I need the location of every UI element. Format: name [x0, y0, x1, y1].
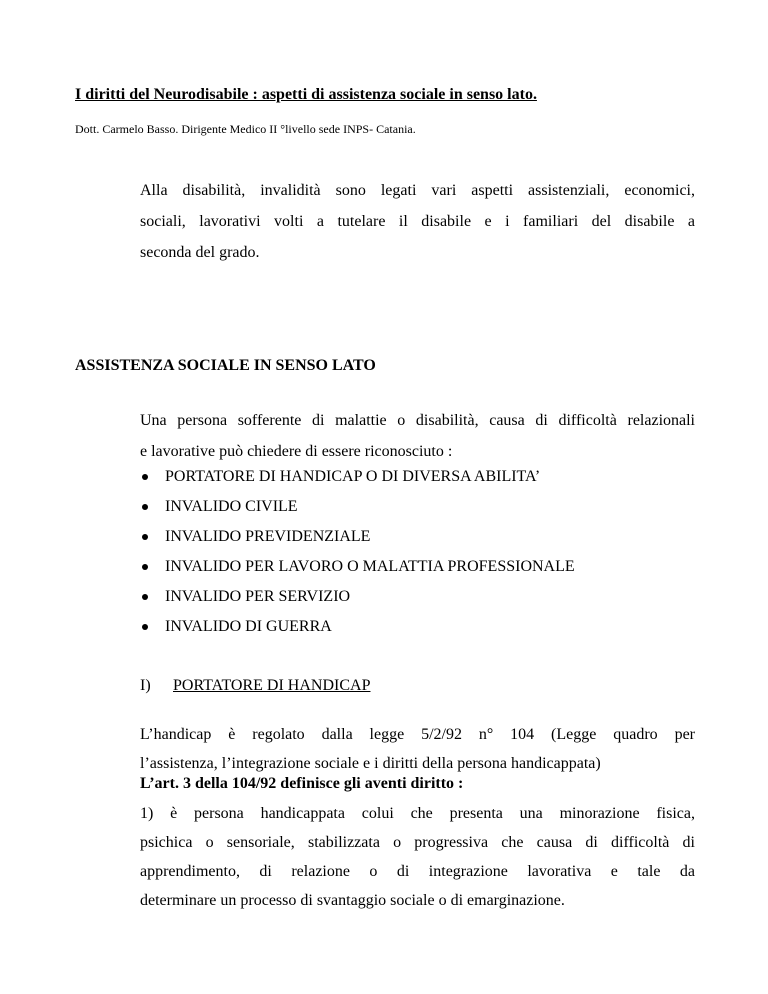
subsection-label: PORTATORE DI HANDICAP [173, 677, 371, 694]
article-heading: L’art. 3 della 104/92 definisce gli aventi diritto : [140, 775, 464, 792]
subsection-number: I) [140, 677, 151, 694]
bullet-icon [142, 594, 148, 600]
bullet-icon [142, 534, 148, 540]
bullet-icon [142, 474, 148, 480]
list-item: INVALIDO PREVIDENZIALE [140, 527, 700, 557]
definition-line: determinare un processo di svantaggio sociale o di emarginazione. [140, 892, 565, 909]
law-line: l’assistenza, l’integrazione sociale e i diritti della persona handicappata) [140, 755, 601, 772]
bullet-icon [142, 504, 148, 510]
intro-line: sociali, lavorativi volti a tutelare il disabile e i familiari del disabile a [140, 213, 695, 230]
definition-line: psichica o sensoriale, stabilizzata o progressiva che causa di difficoltà di [140, 834, 695, 851]
category-list [140, 467, 700, 647]
lead-line: e lavorative può chiedere di essere riconosciuto : [140, 443, 453, 460]
section-heading: ASSISTENZA SOCIALE IN SENSO LATO [75, 357, 376, 374]
intro-paragraph [140, 175, 695, 268]
list-item: INVALIDO DI GUERRA [140, 617, 700, 647]
intro-line: seconda del grado. [140, 244, 260, 261]
list-item: INVALIDO PER SERVIZIO [140, 587, 700, 617]
bullet-icon [142, 624, 148, 630]
lead-paragraph [140, 405, 695, 467]
definition-line: apprendimento, di relazione o di integrazione lavorativa e tale da [140, 863, 695, 880]
law-paragraph [140, 720, 695, 778]
list-item: INVALIDO PER LAVORO O MALATTIA PROFESSIONALE [140, 557, 700, 587]
document-title: I diritti del Neurodisabile : aspetti di assistenza sociale in senso lato. [75, 86, 537, 103]
definition-line: 1) è persona handicappata colui che presenta una minorazione fisica, [140, 805, 695, 822]
author-line: Dott. Carmelo Basso. Dirigente Medico II °livello sede INPS- Catania. [75, 122, 416, 136]
lead-line: Una persona sofferente di malattie o disabilità, causa di difficoltà relazionali [140, 412, 695, 429]
list-item: INVALIDO CIVILE [140, 497, 700, 527]
subsection-heading [140, 677, 370, 695]
bullet-icon [142, 564, 148, 570]
intro-line: Alla disabilità, invalidità sono legati vari aspetti assistenziali, economici, [140, 182, 695, 199]
definition-paragraph [140, 799, 695, 915]
law-line: L’handicap è regolato dalla legge 5/2/92 n° 104 (Legge quadro per [140, 726, 695, 743]
list-item: PORTATORE DI HANDICAP O DI DIVERSA ABILITA’ [140, 467, 700, 497]
